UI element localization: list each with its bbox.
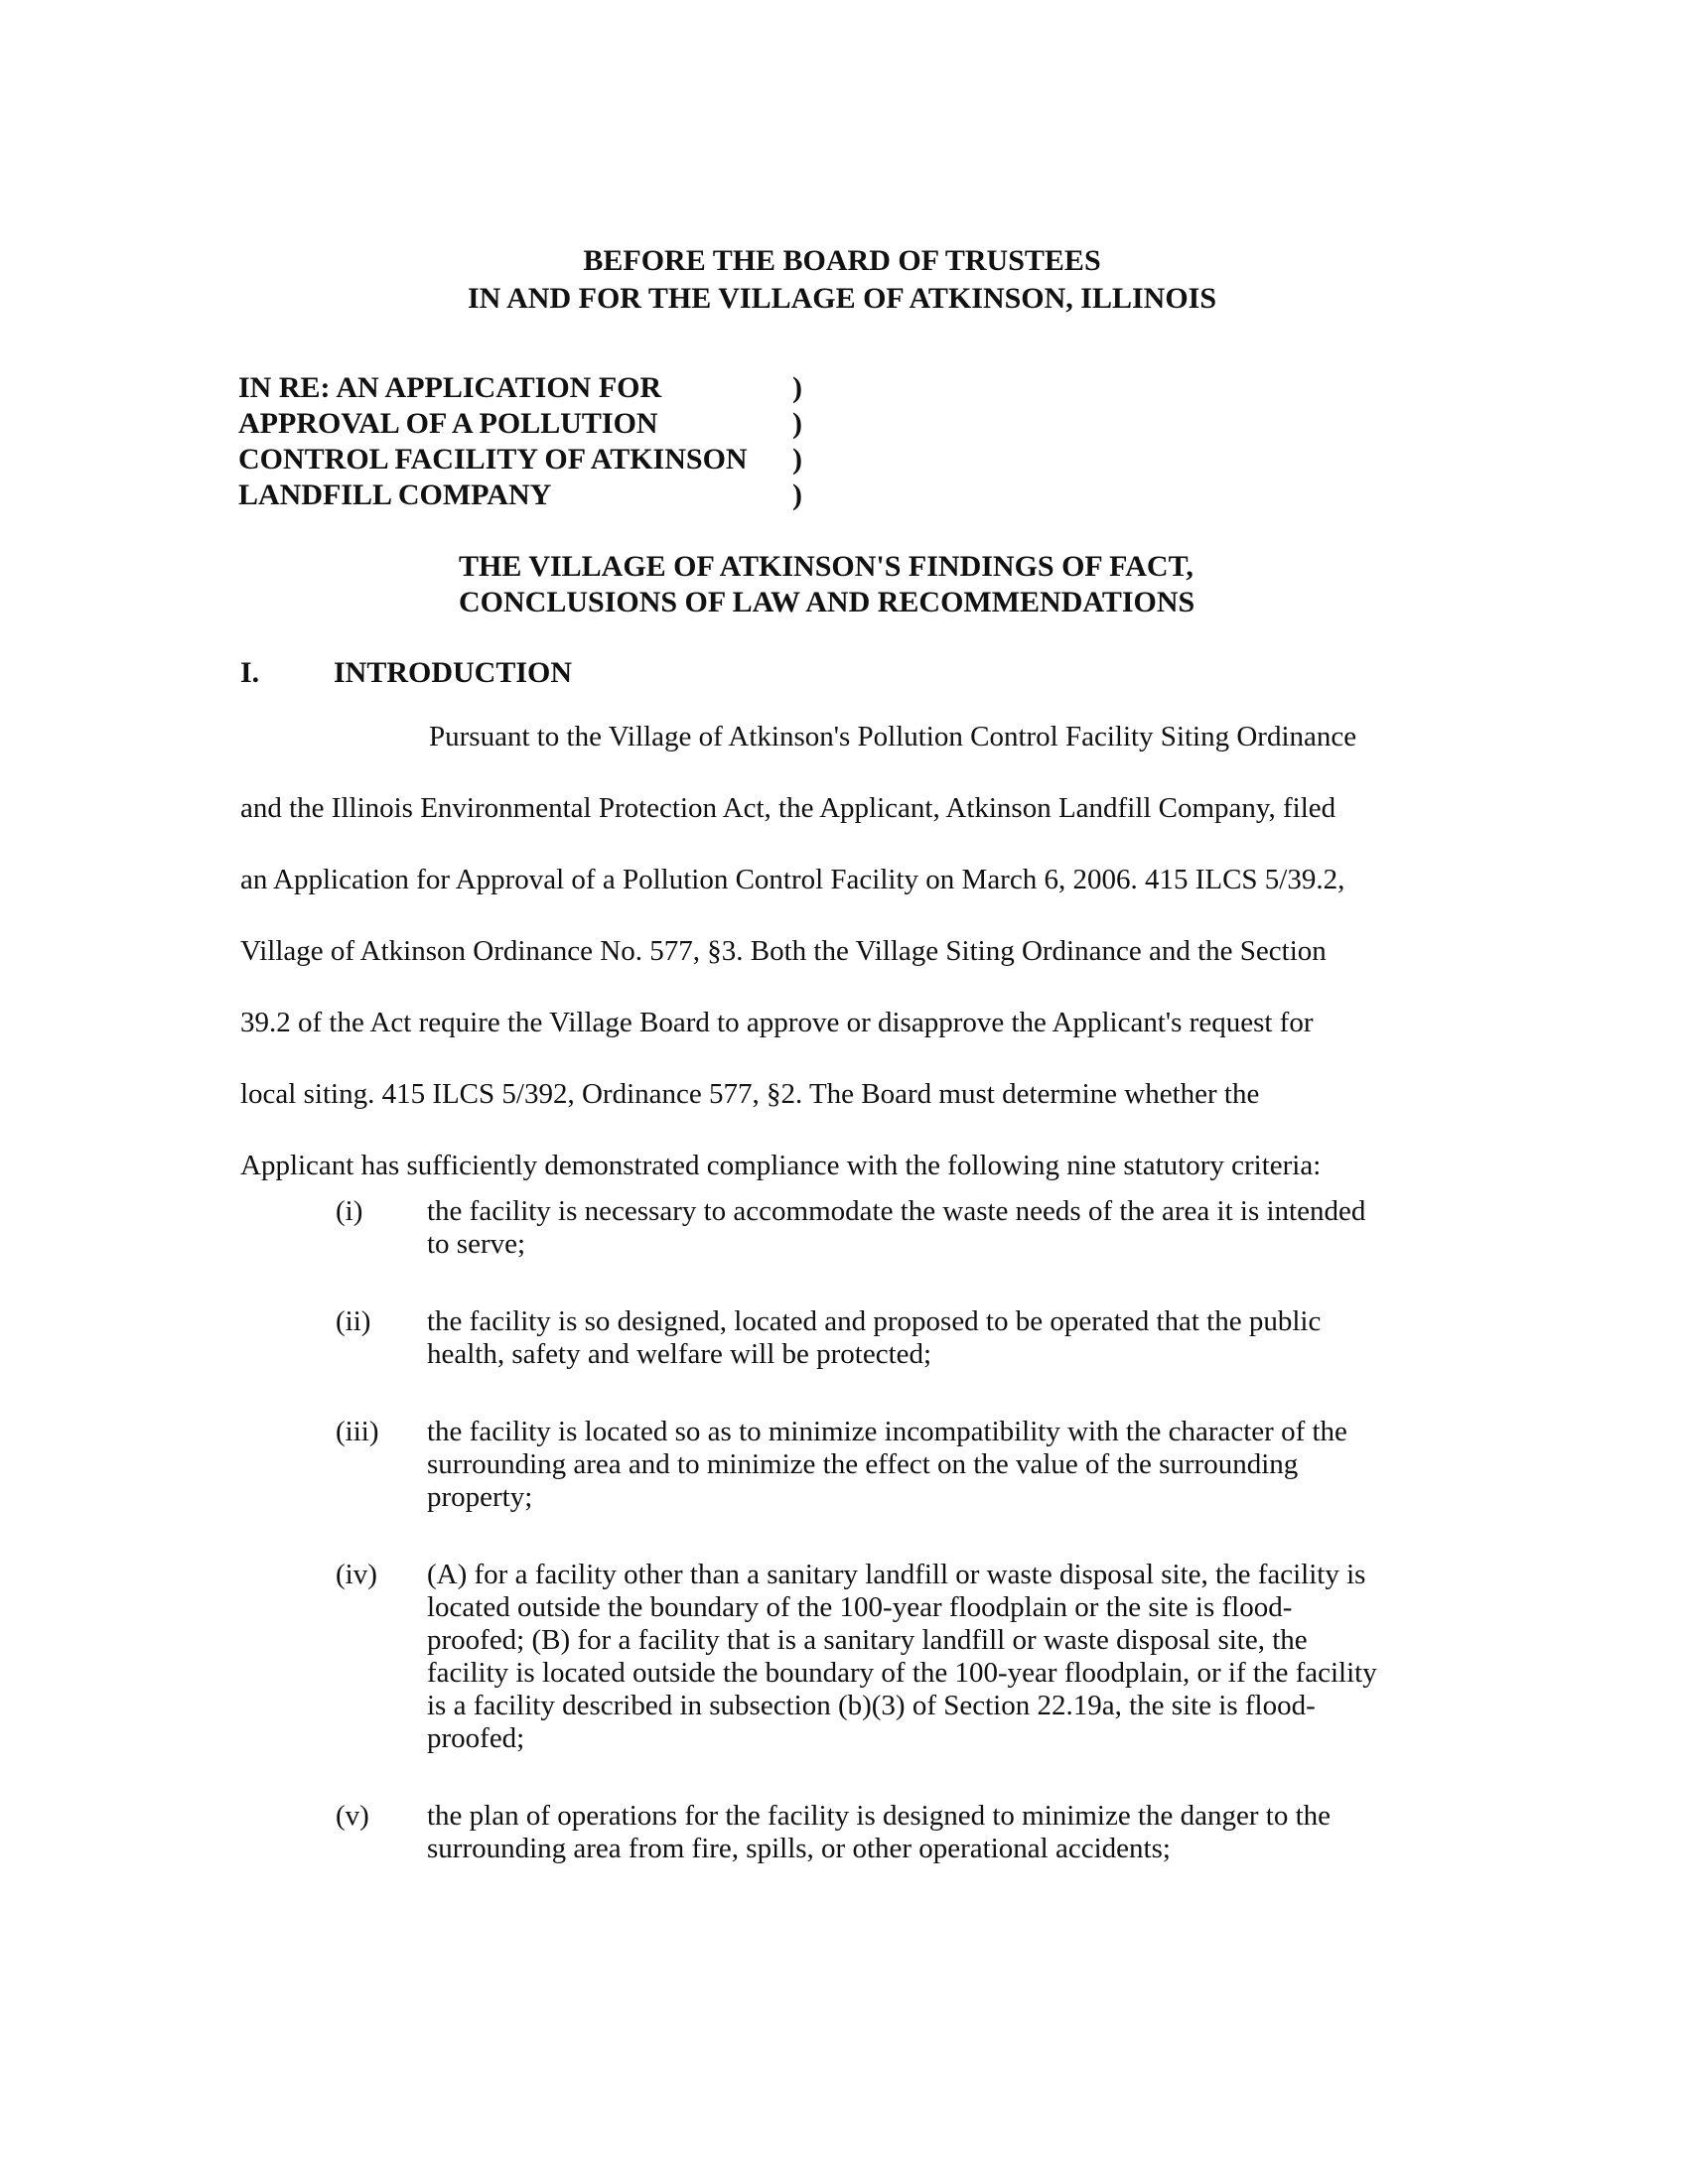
introduction-paragraph <box>240 701 1432 1201</box>
caption-line-3: CONTROL FACILITY OF ATKINSON <box>238 443 748 476</box>
criterion-iv <box>336 1559 1458 1755</box>
criterion-line: facility is located outside the boundary of the 100-year floodplain, or if the facility <box>427 1657 1377 1689</box>
criterion-line: to serve; <box>427 1228 526 1260</box>
document-title <box>459 549 1194 620</box>
criterion-line: (A) for a facility other than a sanitary landfill or waste disposal site, the facility is <box>427 1559 1366 1590</box>
court-header-line-1: BEFORE THE BOARD OF TRUSTEES <box>583 244 1101 277</box>
court-header-line-2: IN AND FOR THE VILLAGE OF ATKINSON, ILLINOIS <box>467 282 1217 315</box>
caption-line-4: LANDFILL COMPANY <box>238 478 552 511</box>
criterion-line: is a facility described in subsection (b)(3) of Section 22.19a, the site is flood- <box>427 1690 1316 1721</box>
caption-line-1: IN RE: AN APPLICATION FOR <box>238 371 662 404</box>
caption-row <box>238 370 822 406</box>
caption-row <box>238 406 822 442</box>
paragraph-line: 39.2 of the Act require the Village Board to approve or disapprove the Applicant's request for <box>240 1007 1314 1038</box>
criterion-line: proofed; (B) for a facility that is a sanitary landfill or waste disposal site, the <box>427 1624 1308 1656</box>
criterion-i <box>336 1195 1458 1261</box>
paragraph-line: an Application for Approval of a Pollution Control Facility on March 6, 2006. 415 ILCS 5/39.2, <box>240 864 1345 895</box>
criterion-number: (ii) <box>336 1305 371 1337</box>
criterion-text <box>427 1305 1458 1371</box>
paragraph-line: Village of Atkinson Ordinance No. 577, §3. Both the Village Siting Ordinance and the Section <box>240 935 1327 967</box>
caption-paren: ) <box>792 443 802 476</box>
caption-line-2: APPROVAL OF A POLLUTION <box>238 407 658 440</box>
case-caption <box>238 370 822 513</box>
section-title: INTRODUCTION <box>334 656 573 689</box>
criterion-iii <box>336 1416 1458 1514</box>
document-title-line-1: THE VILLAGE OF ATKINSON'S FINDINGS OF FACT, <box>459 550 1193 583</box>
criterion-text <box>427 1195 1458 1261</box>
caption-paren: ) <box>792 407 802 440</box>
criterion-text <box>427 1559 1458 1755</box>
paragraph-line: Applicant has sufficiently demonstrated compliance with the following nine statutory criteria: <box>240 1150 1322 1181</box>
criterion-number: (i) <box>336 1195 363 1227</box>
court-header <box>0 242 1684 318</box>
criterion-line: proofed; <box>427 1722 525 1754</box>
paragraph-line: and the Illinois Environmental Protection Act, the Applicant, Atkinson Landfill Company, filed <box>240 792 1336 824</box>
criterion-line: located outside the boundary of the 100-year floodplain or the site is flood- <box>427 1591 1293 1623</box>
section-number: I. <box>240 656 260 689</box>
criterion-number: (iv) <box>336 1559 377 1590</box>
section-heading <box>240 655 572 691</box>
criterion-text <box>427 1416 1458 1514</box>
criterion-line: surrounding area from fire, spills, or other operational accidents; <box>427 1833 1171 1864</box>
paragraph-line: Pursuant to the Village of Atkinson's Pollution Control Facility Siting Ordinance <box>429 721 1357 752</box>
caption-paren: ) <box>792 371 802 404</box>
criterion-number: (v) <box>336 1800 369 1832</box>
document-title-line-2: CONCLUSIONS OF LAW AND RECOMMENDATIONS <box>459 586 1195 618</box>
criterion-line: property; <box>427 1481 533 1513</box>
statutory-criteria-list <box>336 1195 1458 1910</box>
paragraph-line: local siting. 415 ILCS 5/392, Ordinance 577, §2. The Board must determine whether the <box>240 1078 1260 1110</box>
criterion-ii <box>336 1305 1458 1371</box>
caption-row <box>238 478 822 513</box>
criterion-line: health, safety and welfare will be protected; <box>427 1338 932 1370</box>
criterion-v <box>336 1800 1458 1865</box>
criterion-line: the facility is necessary to accommodate the waste needs of the area it is intended <box>427 1195 1366 1227</box>
caption-paren: ) <box>792 478 802 511</box>
criterion-text <box>427 1800 1458 1865</box>
caption-row <box>238 442 822 478</box>
criterion-line: the plan of operations for the facility is designed to minimize the danger to the <box>427 1800 1332 1832</box>
criterion-line: the facility is so designed, located and proposed to be operated that the public <box>427 1305 1322 1337</box>
criterion-line: the facility is located so as to minimize incompatibility with the character of the <box>427 1416 1347 1447</box>
criterion-number: (iii) <box>336 1416 379 1447</box>
criterion-line: surrounding area and to minimize the effect on the value of the surrounding <box>427 1448 1299 1480</box>
